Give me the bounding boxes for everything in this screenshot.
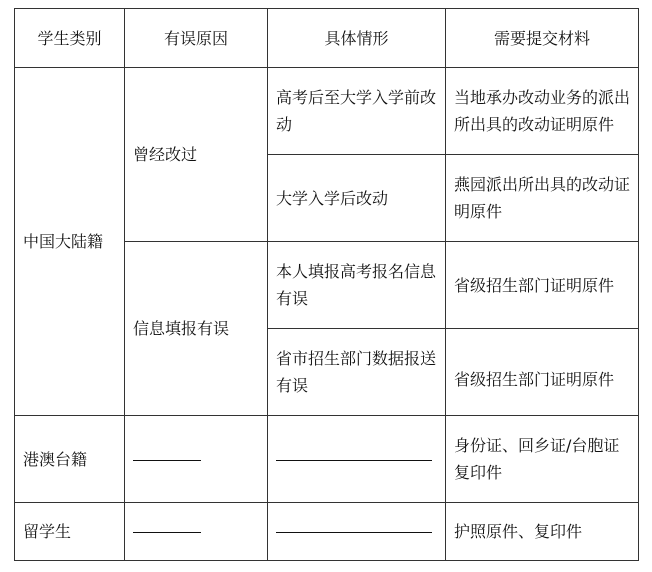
dash-line — [276, 460, 432, 461]
table-row — [15, 68, 639, 155]
header-error-reason: 有误原因 — [125, 9, 268, 68]
reason-wrong-info: 信息填报有误 — [125, 242, 268, 416]
materials-cell: 燕园派出所出具的改动证明原件 — [446, 155, 639, 242]
situation-cell: 大学入学后改动 — [268, 155, 446, 242]
empty-situation-dash — [268, 503, 446, 561]
category-intl: 留学生 — [15, 503, 125, 561]
materials-cell: 省级招生部门证明原件 — [446, 242, 639, 329]
empty-reason-dash — [125, 503, 268, 561]
header-situation: 具体情形 — [268, 9, 446, 68]
reason-changed: 曾经改过 — [125, 68, 268, 242]
materials-table — [14, 8, 639, 561]
category-hmt: 港澳台籍 — [15, 416, 125, 503]
empty-situation-dash — [268, 416, 446, 503]
header-row — [15, 9, 639, 68]
category-mainland: 中国大陆籍 — [15, 68, 125, 416]
empty-reason-dash — [125, 416, 268, 503]
materials-cell: 省级招生部门证明原件 — [446, 329, 639, 416]
dash-line — [133, 460, 201, 461]
situation-cell: 本人填报高考报名信息有误 — [268, 242, 446, 329]
dash-line — [276, 532, 432, 533]
materials-cell: 护照原件、复印件 — [446, 503, 639, 561]
table-row — [15, 503, 639, 561]
situation-cell: 省市招生部门数据报送有误 — [268, 329, 446, 416]
dash-line — [133, 532, 201, 533]
header-student-category: 学生类别 — [15, 9, 125, 68]
situation-cell: 高考后至大学入学前改动 — [268, 68, 446, 155]
materials-cell: 身份证、回乡证/台胞证复印件 — [446, 416, 639, 503]
table-row — [15, 416, 639, 503]
header-materials: 需要提交材料 — [446, 9, 639, 68]
materials-cell: 当地承办改动业务的派出所出具的改动证明原件 — [446, 68, 639, 155]
